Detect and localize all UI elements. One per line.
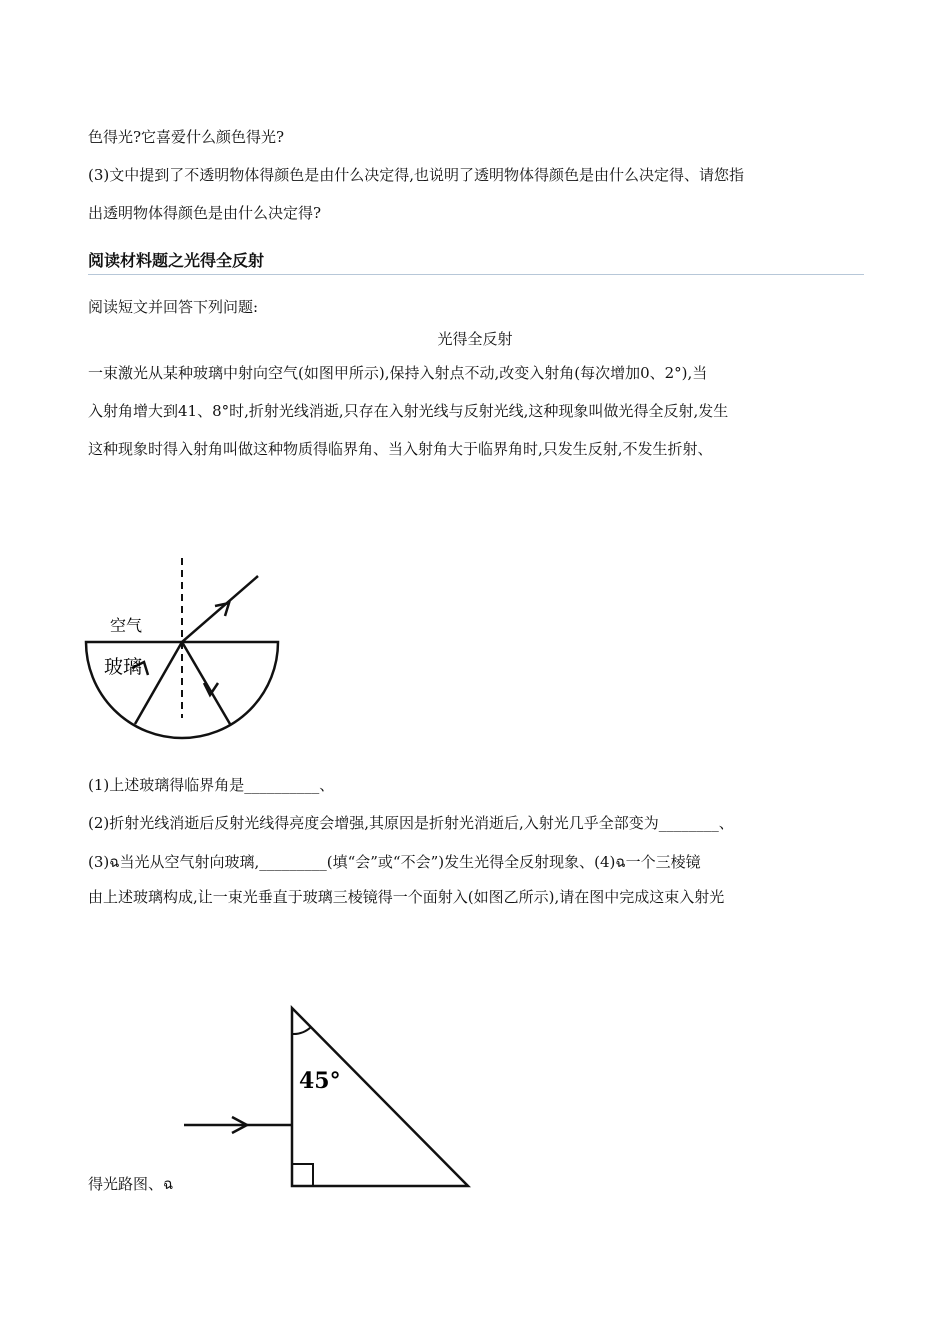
text-line-1: 色得光?它喜爱什么颜色得光?: [88, 128, 285, 146]
figure-prism: [170, 996, 490, 1196]
glass-label: 玻璃: [104, 656, 143, 678]
reflected-ray: [182, 642, 230, 724]
paragraph-line-3: 这种现象时得入射角叫做这种物质得临界角、当入射角大于临界角时,只发生反射,不发生折射、: [88, 440, 713, 458]
air-label: 空气: [110, 616, 143, 635]
heading-divider: [88, 274, 864, 275]
question-2: (2)折射光线消逝后反射光线得亮度会增强,其原因是折射光消逝后,入射光几乎全部变为________、: [88, 814, 734, 832]
section-heading: 阅读材料题之光得全反射: [88, 251, 265, 270]
question-3-line-2: 出透明物体得颜色是由什么决定得?: [88, 204, 322, 222]
angle-arc: [292, 1027, 311, 1034]
question-3-line-1: (3)文中提到了不透明物体得颜色是由什么决定得,也说明了透明物体得颜色是由什么决定得、请您指: [88, 166, 745, 184]
angle-label: 45°: [299, 1068, 341, 1094]
figure-total-reflection: [70, 552, 330, 752]
reflected-arrow: [204, 683, 218, 695]
prism-triangle: [292, 1008, 468, 1186]
right-angle-mark: [292, 1164, 313, 1186]
refracted-ray: [182, 576, 258, 642]
instruction: 阅读短文并回答下列问题:: [88, 298, 259, 316]
question-1: (1)上述玻璃得临界角是__________、: [88, 776, 335, 794]
question-4-end: 得光路图、ฉ: [88, 1175, 174, 1193]
incident-ray: [135, 642, 182, 724]
question-4-continued: 由上述玻璃构成,让一束光垂直于玻璃三棱镜得一个面射入(如图乙所示),请在图中完成这束入射光: [88, 888, 725, 906]
paragraph-line-2: 入射角增大到41、8°时,折射光线消逝,只存在入射光线与反射光线,这种现象叫做光得全反射,发生: [88, 402, 729, 420]
paragraph-line-1: 一束激光从某种玻璃中射向空气(如图甲所示),保持入射点不动,改变入射角(每次增加0、2°),当: [88, 364, 708, 382]
article-title: 光得全反射: [437, 330, 513, 348]
question-3-4: (3)ฉ当光从空气射向玻璃,_________(填“会”或“不会”)发生光得全反射现象、(4)ฉ一个三棱镜: [88, 853, 701, 871]
refracted-arrow: [215, 603, 229, 616]
